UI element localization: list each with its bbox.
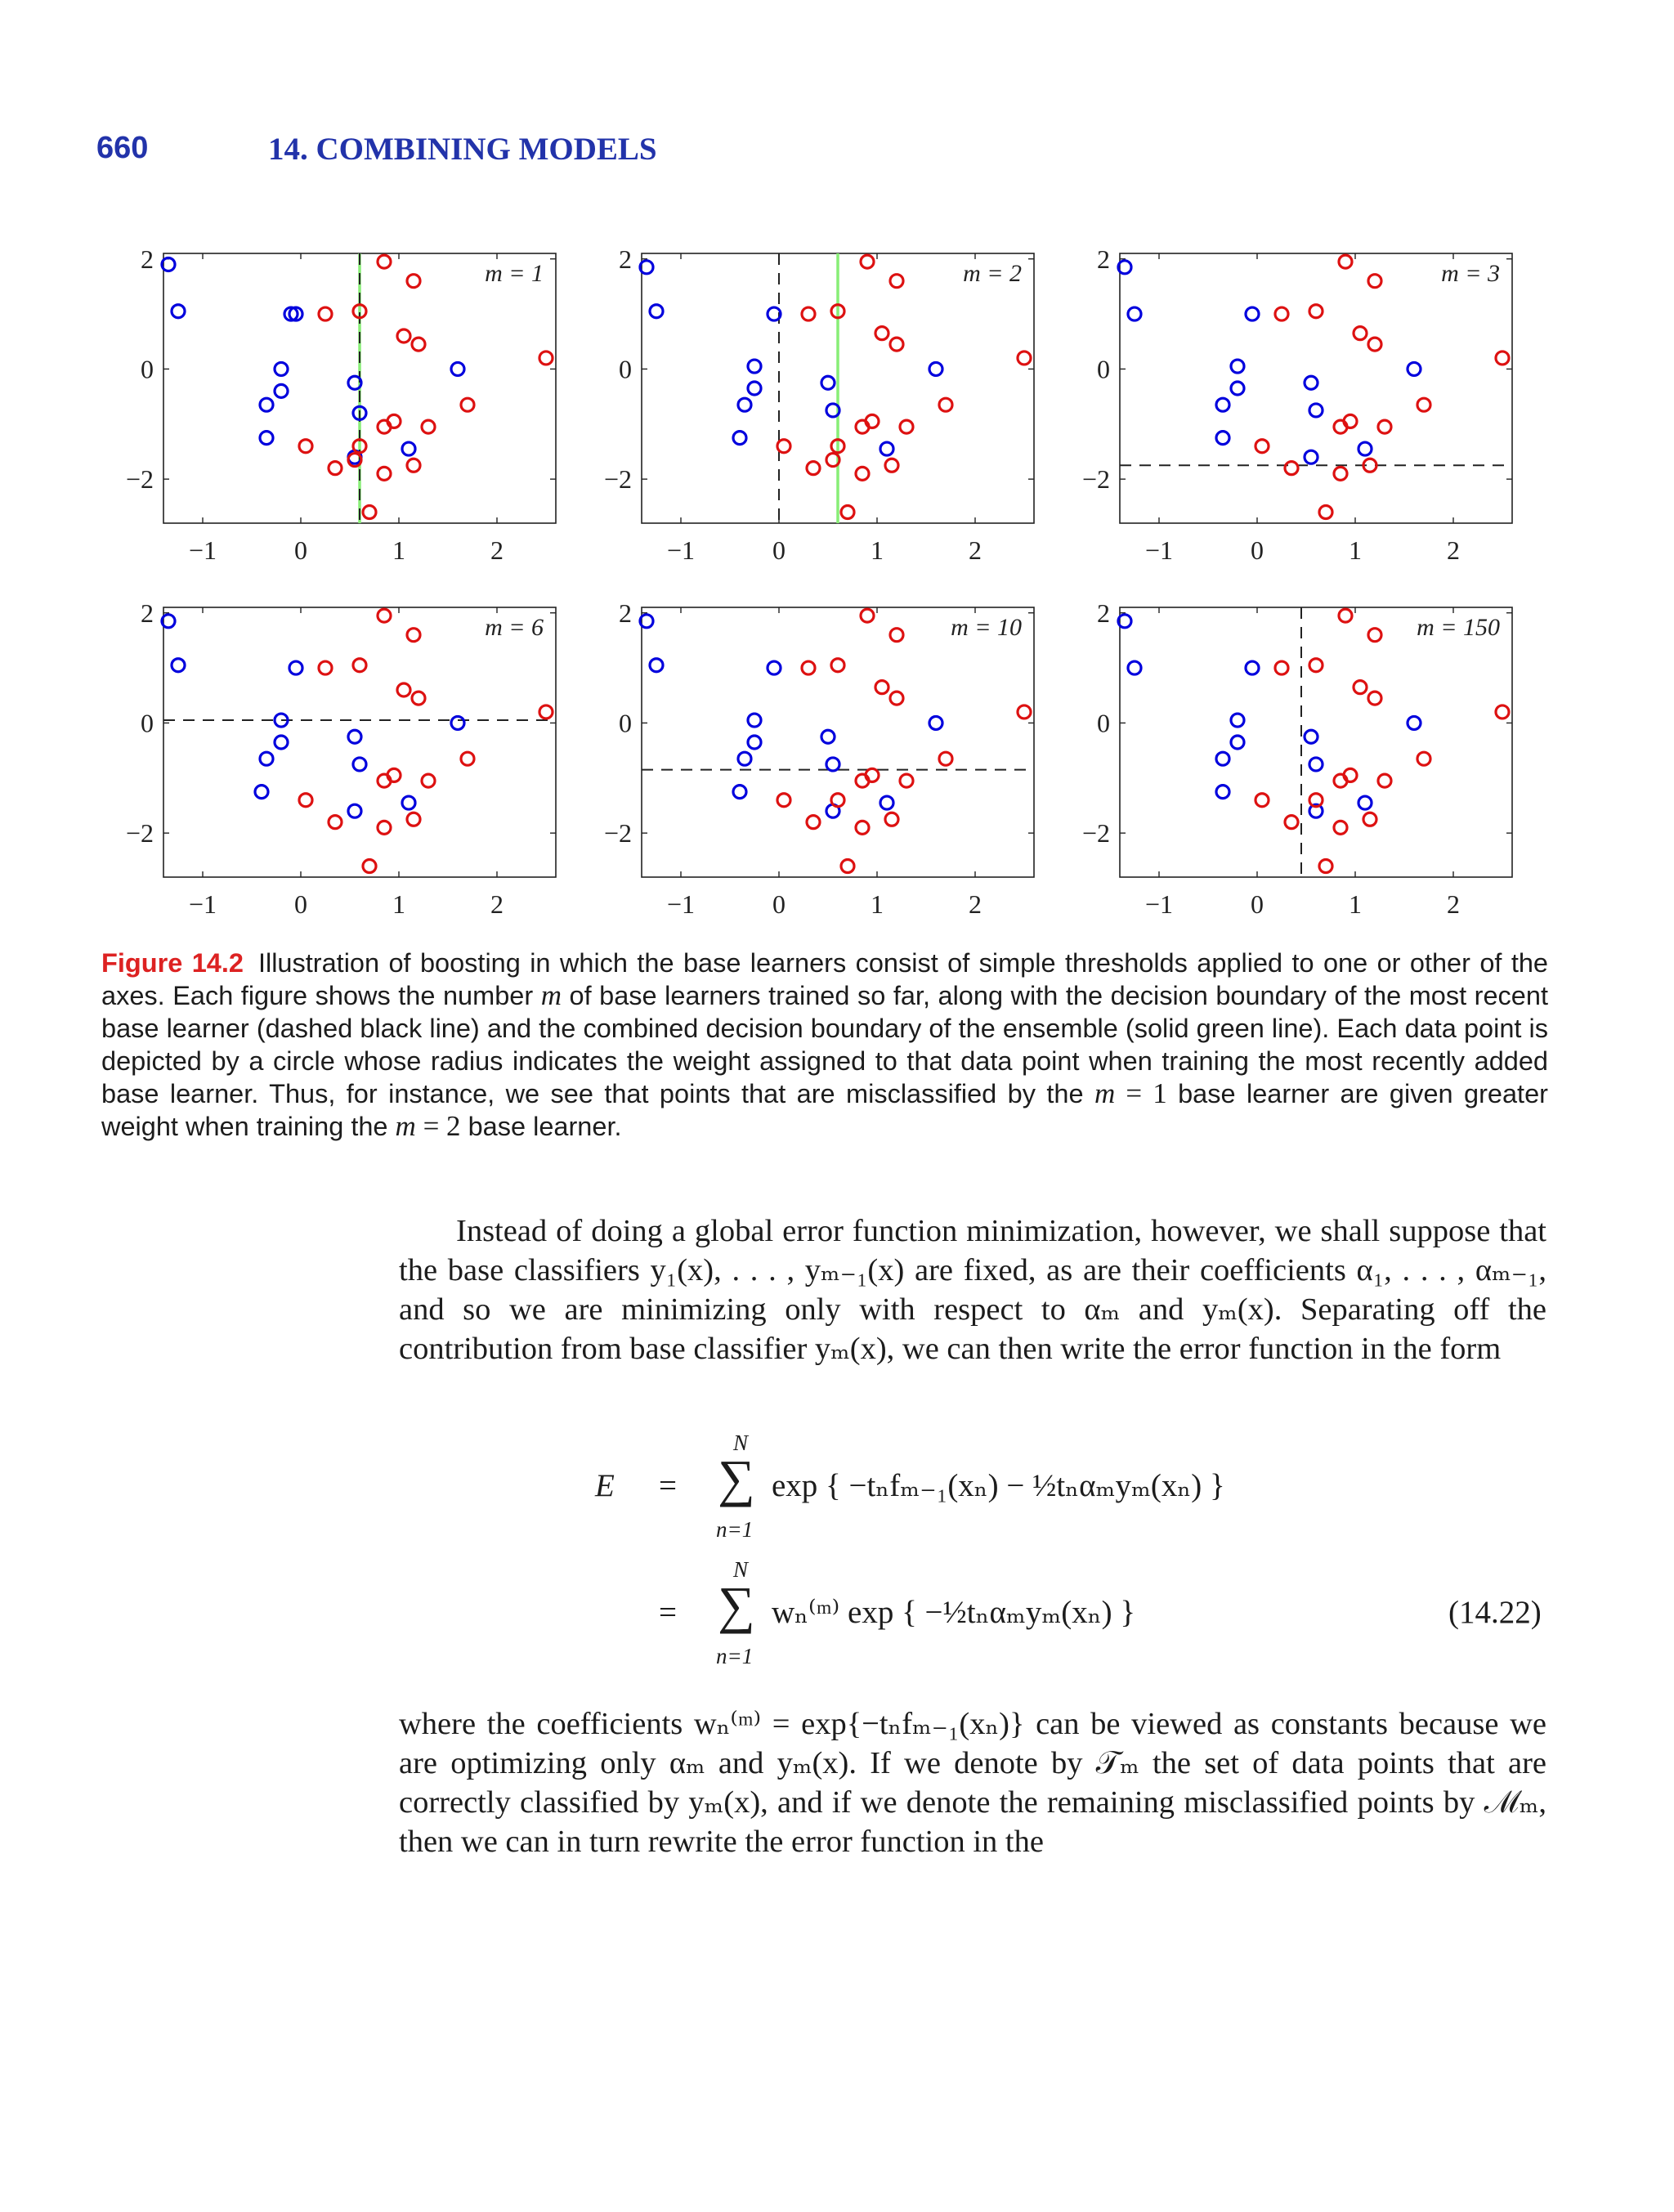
sum-upper-1: N — [733, 1431, 749, 1455]
equation-number: (14.22) — [1448, 1595, 1542, 1630]
x-tick-label: −1 — [188, 535, 217, 565]
panel-5 — [604, 598, 1034, 919]
y-tick-label: 2 — [619, 244, 632, 274]
y-tick-label: 0 — [1097, 708, 1110, 738]
x-tick-label: 0 — [1251, 889, 1264, 919]
x-tick-label: 0 — [772, 535, 786, 565]
y-tick-label: 0 — [619, 708, 632, 738]
equation-line-1: exp { −tₙfₘ₋₁(xₙ) − ½tₙαₘyₘ(xₙ) } — [772, 1468, 1225, 1503]
y-tick-label: −2 — [1081, 818, 1110, 849]
x-tick-label: −1 — [666, 535, 696, 565]
x-tick-label: −1 — [1144, 535, 1174, 565]
caption-eq-1: = 1 — [1115, 1077, 1167, 1109]
x-tick-label: 0 — [294, 535, 307, 565]
y-tick-label: 0 — [141, 708, 154, 738]
caption-var-m-1: m — [540, 979, 562, 1011]
x-tick-label: 2 — [969, 889, 982, 919]
panel-2 — [604, 244, 1034, 565]
x-tick-label: 2 — [490, 535, 504, 565]
panel-title: m = 3 — [1441, 260, 1500, 287]
sum-upper-2: N — [733, 1557, 749, 1582]
y-tick-label: 2 — [619, 598, 632, 628]
x-tick-label: 1 — [871, 889, 884, 919]
figure-caption — [101, 947, 1548, 1143]
caption-eq-2: = 2 — [415, 1110, 461, 1142]
y-tick-label: 0 — [619, 354, 632, 384]
x-tick-label: 0 — [294, 889, 307, 919]
x-tick-label: 2 — [490, 889, 504, 919]
caption-text-1: Illustration of boosting in which the base learners consist of simple thresholds applied to one or other of the axes. Each figure shows the number — [101, 948, 1549, 1010]
x-tick-label: 1 — [871, 535, 884, 565]
equation-equals-2: = — [659, 1595, 677, 1630]
panel-3 — [1082, 244, 1512, 565]
y-tick-label: 2 — [141, 598, 154, 628]
x-tick-label: 2 — [1447, 889, 1460, 919]
caption-text-3: base learner are given greater weight when training the — [101, 1079, 1548, 1141]
sum-symbol-1: ∑ — [718, 1449, 755, 1507]
x-tick-label: 0 — [772, 889, 786, 919]
equation-line-2: wₙ⁽ᵐ⁾ exp { −½tₙαₘyₘ(xₙ) } — [772, 1595, 1136, 1630]
caption-text-2: of base learners trained so far, along with the decision boundary of the most recent base learner (dashed black line) and the combined decision boundary of the ensemble (solid green line). Each data point is depicted by a circle whose radius indicates the weight assigned to that data point when training the most recently added base learner. Thus, for instance, we see that points that are misclassified by the — [101, 981, 1548, 1108]
caption-var-m-2: m — [1094, 1077, 1116, 1109]
panel-title: m = 150 — [1417, 614, 1500, 641]
y-tick-label: −2 — [603, 464, 632, 495]
y-tick-label: 2 — [1097, 598, 1110, 628]
panel-title: m = 6 — [485, 614, 544, 641]
panel-title: m = 10 — [951, 614, 1022, 641]
y-tick-label: 2 — [141, 244, 154, 274]
caption-var-m-3: m — [395, 1110, 416, 1142]
x-tick-label: 1 — [1349, 889, 1362, 919]
sum-symbol-2: ∑ — [718, 1576, 755, 1634]
x-tick-label: 1 — [1349, 535, 1362, 565]
panel-title: m = 1 — [485, 260, 544, 287]
y-tick-label: −2 — [603, 818, 632, 849]
x-tick-label: 1 — [392, 889, 405, 919]
x-tick-label: −1 — [666, 889, 696, 919]
sum-lower-2: n=1 — [716, 1644, 754, 1668]
paragraph-2: where the coefficients wₙ⁽ᵐ⁾ = exp{−tₙfₘ₋₁(xₙ)} can be viewed as constants because we are optimizing only αₘ and yₘ(x). If we denote by 𝒯ₘ the set of data points that are correctly classified by yₘ(x), and if we denote the remaining misclassified points by ℳₘ, then we can in turn rewrite the error function in the — [399, 1707, 1546, 1859]
x-tick-label: −1 — [1144, 889, 1174, 919]
panel-1 — [126, 244, 556, 565]
panel-6 — [1082, 598, 1512, 919]
x-tick-label: 2 — [1447, 535, 1460, 565]
equation-14-22 — [0, 1431, 1674, 1676]
page-header — [96, 131, 1568, 180]
x-tick-label: −1 — [188, 889, 217, 919]
paragraph-1: Instead of doing a global error function minimization, however, we shall suppose that the base classifiers y₁(x), . . . , yₘ₋₁(x) are fixed, as are their coefficients α₁, . . . , αₘ₋₁, and so we are minimizing only with respect to αₘ and yₘ(x). Separating off the contribution from base classifier yₘ(x), we can then write the error function in the form — [399, 1214, 1546, 1366]
equation-lhs: E — [595, 1468, 615, 1503]
page-number: 660 — [96, 131, 149, 165]
y-tick-label: 0 — [1097, 354, 1110, 384]
y-tick-label: −2 — [125, 464, 154, 495]
panel-title: m = 2 — [963, 260, 1022, 287]
equation-equals-1: = — [659, 1468, 677, 1503]
plot-frame — [642, 607, 1034, 877]
panel-4 — [126, 598, 556, 919]
x-tick-label: 1 — [392, 535, 405, 565]
y-tick-label: −2 — [125, 818, 154, 849]
x-tick-label: 0 — [1251, 535, 1264, 565]
y-tick-label: 2 — [1097, 244, 1110, 274]
y-tick-label: −2 — [1081, 464, 1110, 495]
caption-text-4: base learner. — [460, 1112, 622, 1141]
boosting-figure — [98, 241, 1537, 944]
x-tick-label: 2 — [969, 535, 982, 565]
figure-label: Figure 14.2 — [101, 948, 244, 978]
sum-lower-1: n=1 — [716, 1517, 754, 1542]
chapter-title: 14. COMBINING MODELS — [268, 132, 657, 167]
y-tick-label: 0 — [141, 354, 154, 384]
